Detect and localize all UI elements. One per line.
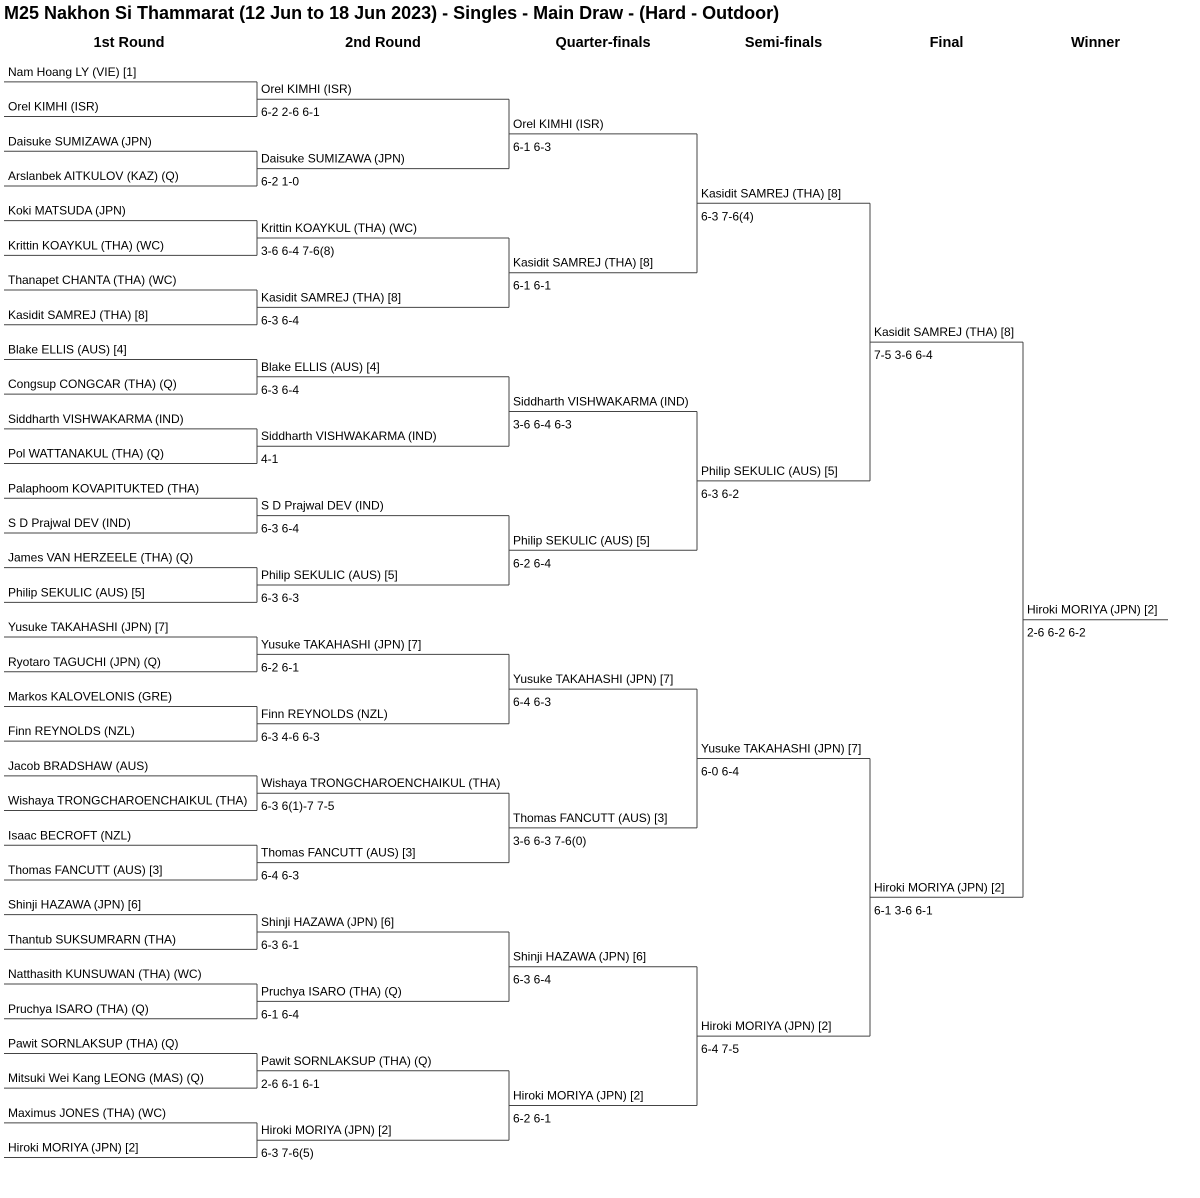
r1-player-name: Blake ELLIS (AUS) [4] bbox=[8, 342, 127, 357]
r1-player-name: Palaphoom KOVAPITUKTED (THA) bbox=[8, 481, 200, 496]
r1-player-name: Daisuke SUMIZAWA (JPN) bbox=[8, 134, 152, 149]
qf-score: 3-6 6-4 6-3 bbox=[513, 417, 572, 432]
page-title: M25 Nakhon Si Thammarat (12 Jun to 18 Jun 2023) - Singles - Main Draw - (Hard - Outdoor) bbox=[4, 3, 780, 23]
r1-player-name: Koki MATSUDA (JPN) bbox=[8, 203, 126, 218]
r2-score: 6-2 6-1 bbox=[261, 660, 300, 675]
r2-player-name: Blake ELLIS (AUS) [4] bbox=[261, 359, 380, 374]
r2-player-name: Philip SEKULIC (AUS) [5] bbox=[261, 568, 398, 582]
qf-player-name: Shinji HAZAWA (JPN) [6] bbox=[513, 949, 647, 964]
r2-player-name: Daisuke SUMIZAWA (JPN) bbox=[261, 151, 405, 166]
sf-score: 6-3 7-6(4) bbox=[701, 209, 754, 224]
round-header-final: Final bbox=[929, 35, 964, 51]
r1-player-name: Natthasith KUNSUWAN (THA) (WC) bbox=[8, 967, 202, 982]
round-header-1st-round: 1st Round bbox=[93, 35, 165, 51]
r1-player-name: Isaac BECROFT (NZL) bbox=[8, 828, 132, 843]
r1-player-name: Thomas FANCUTT (AUS) [3] bbox=[8, 862, 163, 877]
sf-score: 6-4 7-5 bbox=[701, 1042, 740, 1057]
final-score: 7-5 3-6 6-4 bbox=[874, 348, 933, 363]
r2-player-name: Kasidit SAMREJ (THA) [8] bbox=[261, 290, 402, 305]
sf-player-name: Kasidit SAMREJ (THA) [8] bbox=[701, 186, 842, 201]
r2-score: 6-4 6-3 bbox=[261, 868, 300, 883]
sf-score: 6-0 6-4 bbox=[701, 764, 740, 779]
r1-player-name: Shinji HAZAWA (JPN) [6] bbox=[8, 897, 142, 912]
r1-player-name: Pol WATTANAKUL (THA) (Q) bbox=[8, 446, 164, 461]
qf-player-name: Yusuke TAKAHASHI (JPN) [7] bbox=[513, 672, 674, 687]
winner-player-name: Hiroki MORIYA (JPN) [2] bbox=[1027, 602, 1158, 617]
qf-player-name: Kasidit SAMREJ (THA) [8] bbox=[513, 255, 654, 270]
qf-player-name: Hiroki MORIYA (JPN) [2] bbox=[513, 1088, 644, 1103]
sf-score: 6-3 6-2 bbox=[701, 486, 740, 501]
r2-player-name: S D Prajwal DEV (IND) bbox=[261, 498, 384, 513]
r2-player-name: Krittin KOAYKUL (THA) (WC) bbox=[261, 221, 418, 235]
r2-score: 4-1 bbox=[261, 452, 279, 467]
r1-player-name: Thanapet CHANTA (THA) (WC) bbox=[8, 273, 177, 288]
r1-player-name: Ryotaro TAGUCHI (JPN) (Q) bbox=[8, 654, 161, 669]
round-header-quarter-finals: Quarter-finals bbox=[555, 35, 651, 51]
r1-player-name: Pawit SORNLAKSUP (THA) (Q) bbox=[8, 1036, 179, 1051]
round-header-2nd-round: 2nd Round bbox=[345, 35, 421, 51]
r2-player-name: Siddharth VISHWAKARMA (IND) bbox=[261, 429, 437, 444]
r1-player-name: Congsup CONGCAR (THA) (Q) bbox=[8, 377, 177, 392]
r1-player-name: James VAN HERZEELE (THA) (Q) bbox=[8, 550, 194, 565]
r2-player-name: Orel KIMHI (ISR) bbox=[261, 82, 352, 97]
r1-player-name: Maximus JONES (THA) (WC) bbox=[8, 1105, 166, 1120]
r2-score: 6-3 6(1)-7 7-5 bbox=[261, 799, 335, 814]
r1-player-name: Orel KIMHI (ISR) bbox=[8, 99, 99, 114]
r2-score: 6-3 6-1 bbox=[261, 938, 300, 952]
winner-score: 2-6 6-2 6-2 bbox=[1027, 625, 1086, 640]
qf-score: 3-6 6-3 7-6(0) bbox=[513, 833, 587, 848]
qf-score: 6-2 6-4 bbox=[513, 556, 552, 571]
r1-player-name: Siddharth VISHWAKARMA (IND) bbox=[8, 411, 184, 426]
r2-player-name: Pruchya ISARO (THA) (Q) bbox=[261, 984, 402, 999]
r1-player-name: Nam Hoang LY (VIE) [1] bbox=[8, 64, 137, 79]
r2-player-name: Yusuke TAKAHASHI (JPN) [7] bbox=[261, 637, 422, 652]
sf-player-name: Hiroki MORIYA (JPN) [2] bbox=[701, 1019, 832, 1034]
r1-player-name: Krittin KOAYKUL (THA) (WC) bbox=[8, 238, 165, 253]
sf-player-name: Yusuke TAKAHASHI (JPN) [7] bbox=[701, 741, 862, 756]
final-player-name: Hiroki MORIYA (JPN) [2] bbox=[874, 880, 1005, 895]
r1-player-name: Finn REYNOLDS (NZL) bbox=[8, 724, 135, 739]
r2-score: 6-3 4-6 6-3 bbox=[261, 729, 320, 744]
r2-score: 6-2 1-0 bbox=[261, 174, 300, 189]
r1-player-name: S D Prajwal DEV (IND) bbox=[8, 515, 131, 530]
qf-score: 6-1 6-1 bbox=[513, 278, 552, 293]
r2-score: 6-2 2-6 6-1 bbox=[261, 105, 320, 120]
r1-player-name: Markos KALOVELONIS (GRE) bbox=[8, 689, 173, 704]
r2-player-name: Wishaya TRONGCHAROENCHAIKUL (THA) bbox=[261, 776, 501, 791]
r2-score: 6-3 6-4 bbox=[261, 521, 300, 536]
r2-player-name: Finn REYNOLDS (NZL) bbox=[261, 706, 388, 721]
qf-player-name: Philip SEKULIC (AUS) [5] bbox=[513, 533, 650, 548]
r1-player-name: Mitsuki Wei Kang LEONG (MAS) (Q) bbox=[8, 1071, 204, 1086]
sf-player-name: Philip SEKULIC (AUS) [5] bbox=[701, 463, 838, 478]
r2-score: 2-6 6-1 6-1 bbox=[261, 1076, 320, 1091]
r2-score: 6-3 6-4 bbox=[261, 313, 300, 328]
round-header-winner: Winner bbox=[1070, 35, 1120, 51]
r1-player-name: Arslanbek AITKULOV (KAZ) (Q) bbox=[8, 168, 179, 183]
qf-score: 6-3 6-4 bbox=[513, 972, 552, 987]
r1-player-name: Hiroki MORIYA (JPN) [2] bbox=[8, 1140, 139, 1155]
r1-player-name: Jacob BRADSHAW (AUS) bbox=[8, 758, 149, 773]
final-score: 6-1 3-6 6-1 bbox=[874, 903, 933, 918]
r2-player-name: Pawit SORNLAKSUP (THA) (Q) bbox=[261, 1053, 432, 1068]
r1-player-name: Pruchya ISARO (THA) (Q) bbox=[8, 1001, 149, 1016]
r2-player-name: Shinji HAZAWA (JPN) [6] bbox=[261, 915, 395, 929]
r2-player-name: Hiroki MORIYA (JPN) [2] bbox=[261, 1123, 392, 1138]
r2-score: 3-6 6-4 7-6(8) bbox=[261, 244, 335, 258]
qf-score: 6-4 6-3 bbox=[513, 695, 552, 710]
r1-player-name: Philip SEKULIC (AUS) [5] bbox=[8, 585, 145, 600]
r2-player-name: Thomas FANCUTT (AUS) [3] bbox=[261, 845, 416, 860]
r1-player-name: Yusuke TAKAHASHI (JPN) [7] bbox=[8, 620, 169, 635]
r1-player-name: Wishaya TRONGCHAROENCHAIKUL (THA) bbox=[8, 793, 248, 808]
qf-score: 6-1 6-3 bbox=[513, 139, 552, 154]
r2-score: 6-1 6-4 bbox=[261, 1007, 300, 1022]
r1-player-name: Kasidit SAMREJ (THA) [8] bbox=[8, 307, 149, 322]
r1-player-name: Thantub SUKSUMRARN (THA) bbox=[8, 932, 177, 947]
r2-score: 6-3 7-6(5) bbox=[261, 1146, 314, 1161]
final-player-name: Kasidit SAMREJ (THA) [8] bbox=[874, 325, 1015, 340]
qf-player-name: Thomas FANCUTT (AUS) [3] bbox=[513, 810, 668, 825]
r2-score: 6-3 6-3 bbox=[261, 591, 300, 605]
qf-player-name: Orel KIMHI (ISR) bbox=[513, 116, 604, 131]
r2-score: 6-3 6-4 bbox=[261, 382, 300, 397]
qf-player-name: Siddharth VISHWAKARMA (IND) bbox=[513, 394, 689, 409]
qf-score: 6-2 6-1 bbox=[513, 1111, 552, 1126]
round-header-semi-finals: Semi-finals bbox=[744, 35, 823, 51]
